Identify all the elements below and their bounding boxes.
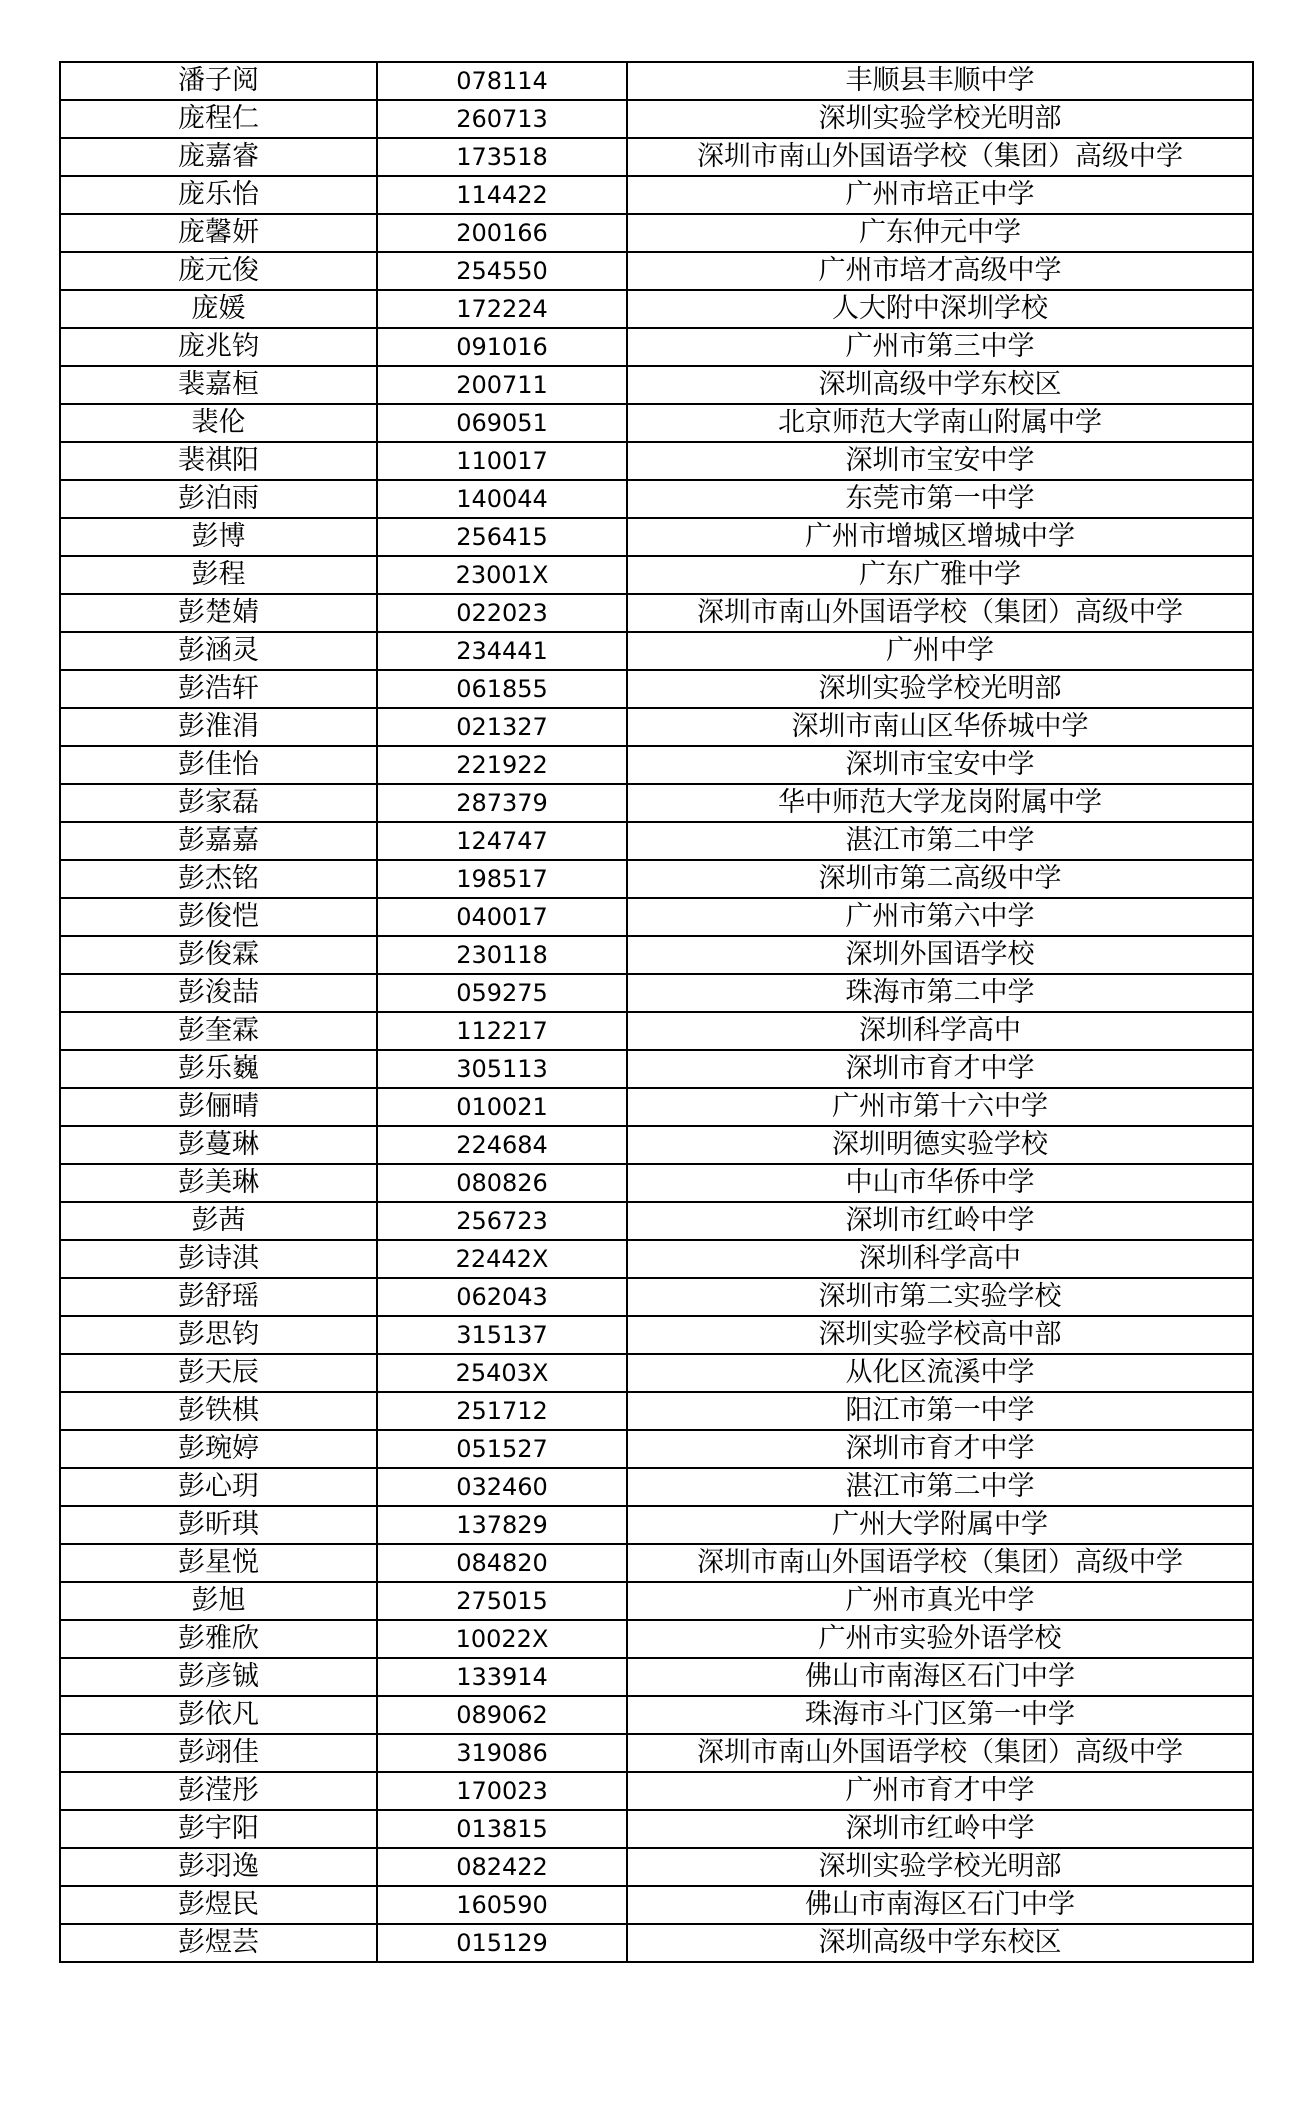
student-id-cell: 200166 [377, 214, 627, 252]
student-name-cell: 彭旭 [60, 1582, 377, 1620]
school-name-cell: 广州大学附属中学 [627, 1506, 1253, 1544]
school-name-cell: 深圳市南山外国语学校（集团）高级中学 [627, 1544, 1253, 1582]
student-id-cell: 22442X [377, 1240, 627, 1278]
student-id-cell: 051527 [377, 1430, 627, 1468]
student-id-cell: 059275 [377, 974, 627, 1012]
student-id-cell: 260713 [377, 100, 627, 138]
student-name-cell: 彭奎霖 [60, 1012, 377, 1050]
student-name-cell: 彭煜民 [60, 1886, 377, 1924]
school-name-cell: 广州中学 [627, 632, 1253, 670]
student-id-cell: 25403X [377, 1354, 627, 1392]
student-name-cell: 彭思钧 [60, 1316, 377, 1354]
table-row [60, 1126, 1253, 1164]
table-row [60, 252, 1253, 290]
table-row [60, 1240, 1253, 1278]
school-name-cell: 深圳科学高中 [627, 1012, 1253, 1050]
student-id-cell: 305113 [377, 1050, 627, 1088]
student-name-cell: 彭楚婧 [60, 594, 377, 632]
student-id-cell: 170023 [377, 1772, 627, 1810]
student-id-cell: 110017 [377, 442, 627, 480]
school-name-cell: 广东广雅中学 [627, 556, 1253, 594]
table-row [60, 670, 1253, 708]
student-id-cell: 10022X [377, 1620, 627, 1658]
school-name-cell: 湛江市第二中学 [627, 822, 1253, 860]
student-name-cell: 彭宇阳 [60, 1810, 377, 1848]
school-name-cell: 深圳外国语学校 [627, 936, 1253, 974]
student-name-cell: 庞元俊 [60, 252, 377, 290]
table-row [60, 708, 1253, 746]
table-row [60, 898, 1253, 936]
school-name-cell: 佛山市南海区石门中学 [627, 1886, 1253, 1924]
table-row [60, 1886, 1253, 1924]
student-name-cell: 彭羽逸 [60, 1848, 377, 1886]
student-name-cell: 彭茜 [60, 1202, 377, 1240]
student-name-cell: 彭美琳 [60, 1164, 377, 1202]
student-name-cell: 庞乐怡 [60, 176, 377, 214]
student-name-cell: 彭泊雨 [60, 480, 377, 518]
student-name-cell: 彭俪晴 [60, 1088, 377, 1126]
student-id-cell: 021327 [377, 708, 627, 746]
table-row [60, 1582, 1253, 1620]
student-id-cell: 133914 [377, 1658, 627, 1696]
table-row [60, 1506, 1253, 1544]
student-name-cell: 彭琬婷 [60, 1430, 377, 1468]
student-id-cell: 234441 [377, 632, 627, 670]
student-id-cell: 124747 [377, 822, 627, 860]
student-name-cell: 彭涵灵 [60, 632, 377, 670]
table-row [60, 1734, 1253, 1772]
table-row [60, 1354, 1253, 1392]
student-name-cell: 裴祺阳 [60, 442, 377, 480]
school-name-cell: 深圳实验学校高中部 [627, 1316, 1253, 1354]
school-name-cell: 广州市实验外语学校 [627, 1620, 1253, 1658]
student-name-cell: 彭家磊 [60, 784, 377, 822]
school-name-cell: 深圳市第二实验学校 [627, 1278, 1253, 1316]
school-name-cell: 华中师范大学龙岗附属中学 [627, 784, 1253, 822]
student-name-cell: 彭乐巍 [60, 1050, 377, 1088]
table-row [60, 1658, 1253, 1696]
student-name-cell: 彭博 [60, 518, 377, 556]
school-name-cell: 人大附中深圳学校 [627, 290, 1253, 328]
table-row [60, 1430, 1253, 1468]
table-row [60, 746, 1253, 784]
school-name-cell: 深圳明德实验学校 [627, 1126, 1253, 1164]
table-row [60, 100, 1253, 138]
student-id-cell: 287379 [377, 784, 627, 822]
table-row [60, 442, 1253, 480]
table-row [60, 176, 1253, 214]
student-id-cell: 062043 [377, 1278, 627, 1316]
school-name-cell: 从化区流溪中学 [627, 1354, 1253, 1392]
school-name-cell: 广州市第十六中学 [627, 1088, 1253, 1126]
student-id-cell: 137829 [377, 1506, 627, 1544]
school-name-cell: 深圳市南山区华侨城中学 [627, 708, 1253, 746]
table-row [60, 1544, 1253, 1582]
table-row [60, 1810, 1253, 1848]
table-row [60, 1012, 1253, 1050]
student-name-cell: 彭依凡 [60, 1696, 377, 1734]
student-name-cell: 彭翊佳 [60, 1734, 377, 1772]
school-name-cell: 广州市育才中学 [627, 1772, 1253, 1810]
table-row [60, 822, 1253, 860]
student-id-cell: 230118 [377, 936, 627, 974]
student-name-cell: 彭浚喆 [60, 974, 377, 1012]
school-name-cell: 湛江市第二中学 [627, 1468, 1253, 1506]
student-id-cell: 23001X [377, 556, 627, 594]
student-id-cell: 089062 [377, 1696, 627, 1734]
student-name-cell: 彭天辰 [60, 1354, 377, 1392]
school-name-cell: 深圳科学高中 [627, 1240, 1253, 1278]
table-row [60, 632, 1253, 670]
school-name-cell: 深圳实验学校光明部 [627, 670, 1253, 708]
student-name-cell: 彭嘉嘉 [60, 822, 377, 860]
school-name-cell: 阳江市第一中学 [627, 1392, 1253, 1430]
student-name-cell: 彭煜芸 [60, 1924, 377, 1962]
school-name-cell: 深圳市红岭中学 [627, 1810, 1253, 1848]
student-id-cell: 315137 [377, 1316, 627, 1354]
school-name-cell: 珠海市第二中学 [627, 974, 1253, 1012]
student-name-cell: 彭铁棋 [60, 1392, 377, 1430]
table-row [60, 784, 1253, 822]
student-name-cell: 彭昕琪 [60, 1506, 377, 1544]
student-id-cell: 013815 [377, 1810, 627, 1848]
student-id-cell: 173518 [377, 138, 627, 176]
table-row [60, 1924, 1253, 1962]
student-name-cell: 彭滢彤 [60, 1772, 377, 1810]
table-row [60, 556, 1253, 594]
school-name-cell: 广州市第六中学 [627, 898, 1253, 936]
school-name-cell: 深圳市南山外国语学校（集团）高级中学 [627, 138, 1253, 176]
student-id-cell: 172224 [377, 290, 627, 328]
student-id-cell: 080826 [377, 1164, 627, 1202]
table-row [60, 1164, 1253, 1202]
student-name-cell: 潘子阅 [60, 62, 377, 100]
student-id-cell: 112217 [377, 1012, 627, 1050]
table-row [60, 1202, 1253, 1240]
table-row [60, 214, 1253, 252]
student-id-cell: 010021 [377, 1088, 627, 1126]
school-name-cell: 深圳市育才中学 [627, 1430, 1253, 1468]
student-id-cell: 254550 [377, 252, 627, 290]
student-name-cell: 彭舒瑶 [60, 1278, 377, 1316]
student-id-cell: 319086 [377, 1734, 627, 1772]
school-name-cell: 广州市培正中学 [627, 176, 1253, 214]
student-id-cell: 200711 [377, 366, 627, 404]
student-name-cell: 彭雅欣 [60, 1620, 377, 1658]
student-name-cell: 庞兆钧 [60, 328, 377, 366]
student-name-cell: 裴伦 [60, 404, 377, 442]
student-id-cell: 091016 [377, 328, 627, 366]
table-row [60, 1848, 1253, 1886]
school-name-cell: 广东仲元中学 [627, 214, 1253, 252]
student-id-cell: 256723 [377, 1202, 627, 1240]
student-id-cell: 140044 [377, 480, 627, 518]
school-name-cell: 深圳市宝安中学 [627, 442, 1253, 480]
table-row [60, 974, 1253, 1012]
student-id-cell: 114422 [377, 176, 627, 214]
table-row [60, 328, 1253, 366]
student-id-cell: 256415 [377, 518, 627, 556]
table-row [60, 480, 1253, 518]
school-name-cell: 深圳市南山外国语学校（集团）高级中学 [627, 1734, 1253, 1772]
school-name-cell: 广州市增城区增城中学 [627, 518, 1253, 556]
school-name-cell: 珠海市斗门区第一中学 [627, 1696, 1253, 1734]
school-name-cell: 深圳市宝安中学 [627, 746, 1253, 784]
student-name-cell: 彭蔓琳 [60, 1126, 377, 1164]
student-name-cell: 彭浩轩 [60, 670, 377, 708]
school-name-cell: 深圳高级中学东校区 [627, 1924, 1253, 1962]
student-name-cell: 庞馨妍 [60, 214, 377, 252]
student-id-cell: 078114 [377, 62, 627, 100]
student-id-cell: 160590 [377, 1886, 627, 1924]
table-row [60, 62, 1253, 100]
student-name-cell: 彭佳怡 [60, 746, 377, 784]
student-id-cell: 061855 [377, 670, 627, 708]
school-name-cell: 深圳市育才中学 [627, 1050, 1253, 1088]
student-name-cell: 彭淮涓 [60, 708, 377, 746]
student-name-cell: 彭程 [60, 556, 377, 594]
student-id-cell: 224684 [377, 1126, 627, 1164]
student-name-cell: 彭俊霖 [60, 936, 377, 974]
table-row [60, 1696, 1253, 1734]
table-row [60, 1392, 1253, 1430]
student-id-cell: 251712 [377, 1392, 627, 1430]
table-row [60, 138, 1253, 176]
table-row [60, 1620, 1253, 1658]
school-name-cell: 深圳实验学校光明部 [627, 1848, 1253, 1886]
school-name-cell: 深圳市红岭中学 [627, 1202, 1253, 1240]
table-row [60, 366, 1253, 404]
roster-table-body [60, 62, 1253, 1962]
student-id-cell: 198517 [377, 860, 627, 898]
student-name-cell: 庞程仁 [60, 100, 377, 138]
student-name-cell: 庞媛 [60, 290, 377, 328]
school-name-cell: 广州市第三中学 [627, 328, 1253, 366]
table-row [60, 1316, 1253, 1354]
school-name-cell: 北京师范大学南山附属中学 [627, 404, 1253, 442]
table-row [60, 1088, 1253, 1126]
student-name-cell: 彭彦铖 [60, 1658, 377, 1696]
table-row [60, 518, 1253, 556]
student-name-cell: 庞嘉睿 [60, 138, 377, 176]
student-name-cell: 彭俊恺 [60, 898, 377, 936]
student-id-cell: 082422 [377, 1848, 627, 1886]
school-name-cell: 广州市培才高级中学 [627, 252, 1253, 290]
student-name-cell: 裴嘉桓 [60, 366, 377, 404]
table-row [60, 1772, 1253, 1810]
table-row [60, 1278, 1253, 1316]
table-row [60, 860, 1253, 898]
school-name-cell: 丰顺县丰顺中学 [627, 62, 1253, 100]
school-name-cell: 深圳高级中学东校区 [627, 366, 1253, 404]
table-row [60, 290, 1253, 328]
school-name-cell: 东莞市第一中学 [627, 480, 1253, 518]
student-name-cell: 彭心玥 [60, 1468, 377, 1506]
table-row [60, 1050, 1253, 1088]
student-id-cell: 069051 [377, 404, 627, 442]
roster-table [59, 61, 1254, 1963]
table-row [60, 594, 1253, 632]
student-id-cell: 032460 [377, 1468, 627, 1506]
table-row [60, 936, 1253, 974]
school-name-cell: 深圳市第二高级中学 [627, 860, 1253, 898]
student-id-cell: 040017 [377, 898, 627, 936]
school-name-cell: 深圳市南山外国语学校（集团）高级中学 [627, 594, 1253, 632]
school-name-cell: 深圳实验学校光明部 [627, 100, 1253, 138]
student-id-cell: 221922 [377, 746, 627, 784]
student-name-cell: 彭杰铭 [60, 860, 377, 898]
student-id-cell: 015129 [377, 1924, 627, 1962]
student-name-cell: 彭诗淇 [60, 1240, 377, 1278]
student-id-cell: 275015 [377, 1582, 627, 1620]
student-id-cell: 022023 [377, 594, 627, 632]
school-name-cell: 佛山市南海区石门中学 [627, 1658, 1253, 1696]
school-name-cell: 中山市华侨中学 [627, 1164, 1253, 1202]
table-row [60, 404, 1253, 442]
school-name-cell: 广州市真光中学 [627, 1582, 1253, 1620]
table-row [60, 1468, 1253, 1506]
student-name-cell: 彭星悦 [60, 1544, 377, 1582]
student-id-cell: 084820 [377, 1544, 627, 1582]
